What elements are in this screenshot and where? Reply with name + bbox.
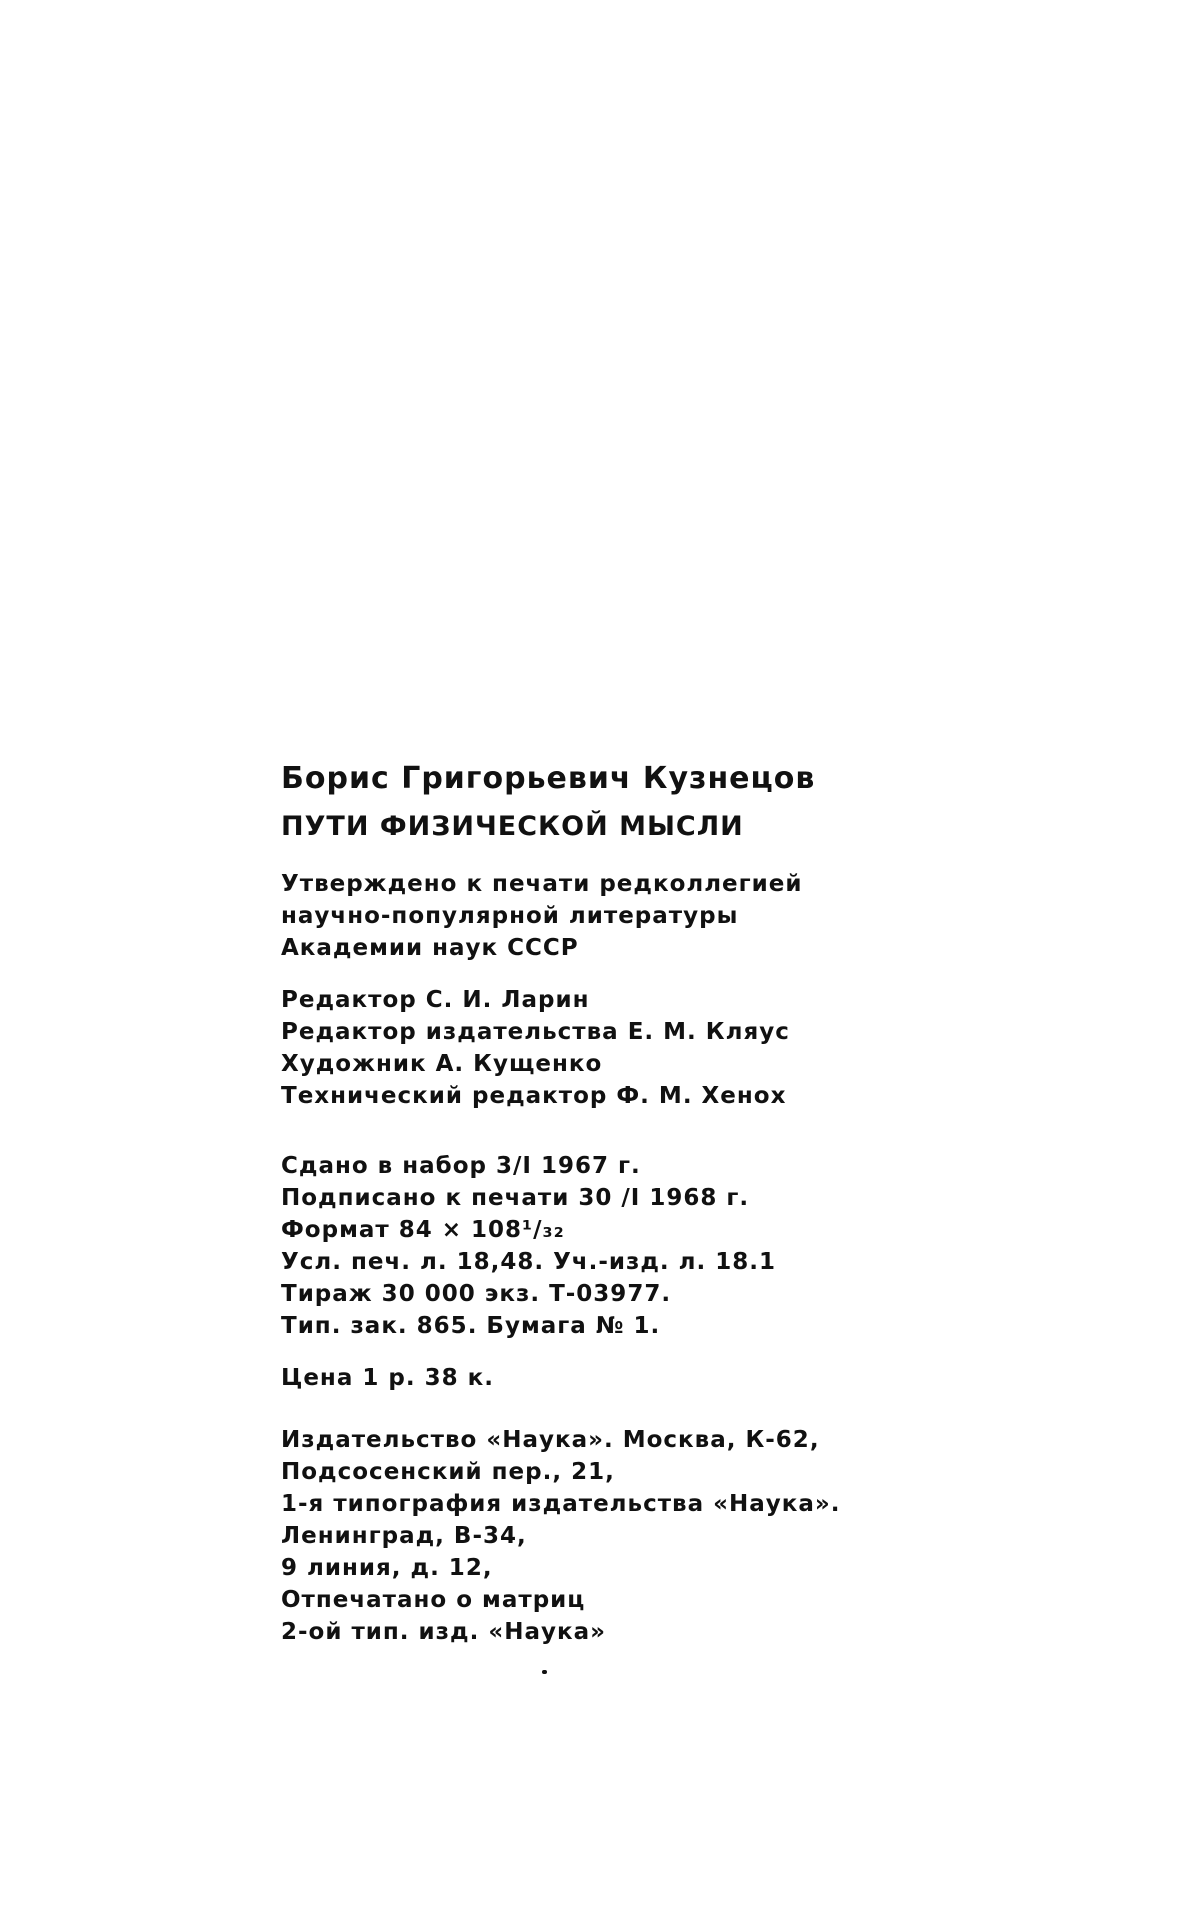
publisher-line: Ленинград, В-34,	[281, 1523, 527, 1549]
author-name: Борис Григорьевич Кузнецов	[281, 761, 816, 796]
print-detail-line: Подписано к печати 30 /I 1968 г.	[281, 1185, 750, 1211]
approval-line: научно-популярной литературы	[281, 903, 739, 929]
approval-line: Академии наук СССР	[281, 935, 579, 961]
print-detail-line: Тираж 30 000 экз. Т-03977.	[281, 1281, 672, 1307]
publisher-line: 9 линия, д. 12,	[281, 1555, 493, 1581]
print-speck	[542, 1670, 547, 1674]
print-detail-line: Формат 84 × 108¹/₃₂	[281, 1217, 565, 1243]
print-detail-line: Тип. зак. 865. Бумага № 1.	[281, 1313, 661, 1339]
publisher-block	[281, 1424, 901, 1648]
publisher-line: Подсосенский пер., 21,	[281, 1459, 615, 1485]
staff-line: Художник А. Кущенко	[281, 1051, 603, 1077]
staff-line: Технический редактор Ф. М. Хенох	[281, 1083, 787, 1109]
publisher-line: Издательство «Наука». Москва, К-62,	[281, 1427, 820, 1453]
publisher-line: 1-я типография издательства «Наука».	[281, 1491, 841, 1517]
colophon	[281, 760, 901, 1648]
book-title: ПУТИ ФИЗИЧЕСКОЙ МЫСЛИ	[281, 811, 744, 842]
print-detail-line: Сдано в набор 3/I 1967 г.	[281, 1153, 641, 1179]
price-line: Цена 1 р. 38 к.	[281, 1365, 494, 1391]
staff-line: Редактор С. И. Ларин	[281, 987, 590, 1013]
approval-line: Утверждено к печати редколлегией	[281, 871, 803, 897]
price-block	[281, 1362, 901, 1394]
print-detail-line: Усл. печ. л. 18,48. Уч.-изд. л. 18.1	[281, 1249, 777, 1275]
staff-block	[281, 984, 901, 1112]
staff-line: Редактор издательства Е. М. Кляус	[281, 1019, 790, 1045]
print-details-block	[281, 1150, 901, 1342]
publisher-line: Отпечатано о матриц	[281, 1587, 586, 1613]
publisher-line: 2-ой тип. изд. «Наука»	[281, 1619, 606, 1645]
approval-block	[281, 868, 901, 964]
